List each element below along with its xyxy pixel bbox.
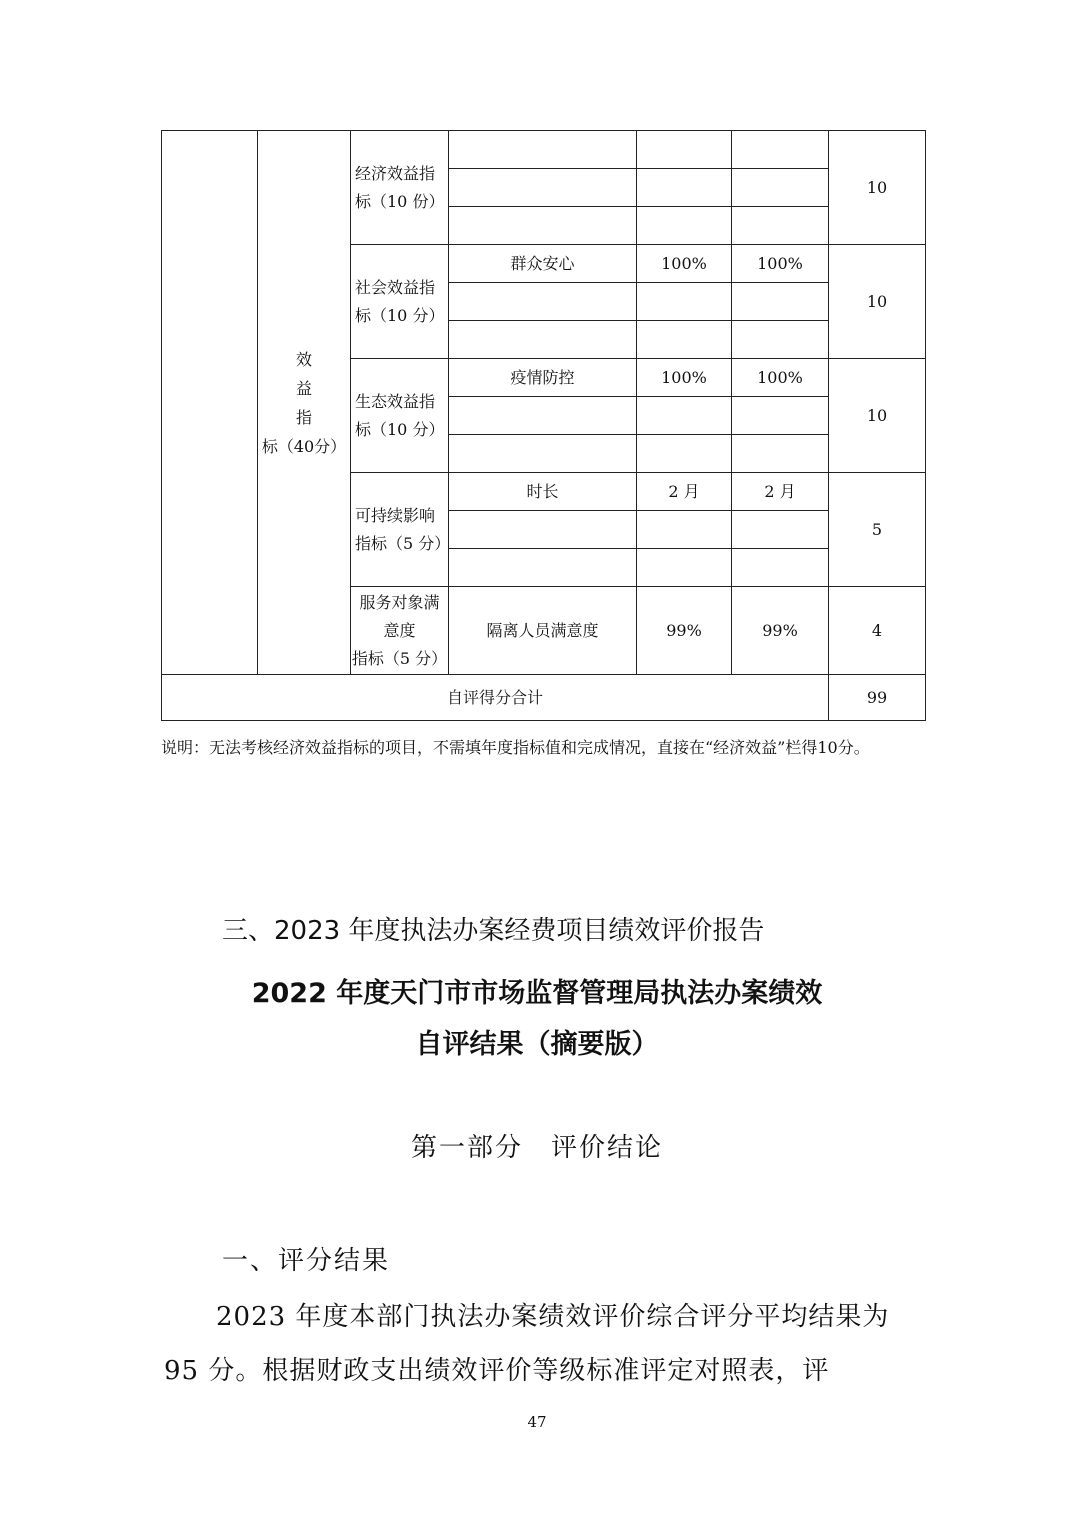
section-heading: 三、2023 年度执法办案经费项目绩效评价报告 bbox=[222, 916, 765, 946]
indicator-category-cell: 生态效益指 标（10 分） bbox=[351, 359, 449, 473]
target-value-cell: 2 月 bbox=[637, 473, 732, 511]
actual-value-cell bbox=[732, 435, 829, 473]
dimension-cell: 效 益 指 标（40分） bbox=[258, 131, 351, 675]
target-value-cell bbox=[637, 397, 732, 435]
target-value-cell: 100% bbox=[637, 245, 732, 283]
table-row bbox=[162, 131, 926, 169]
indicator-item-cell bbox=[449, 169, 637, 207]
target-value-cell bbox=[637, 549, 732, 587]
target-value-cell bbox=[637, 435, 732, 473]
target-value-cell: 99% bbox=[637, 587, 732, 675]
actual-value-cell bbox=[732, 283, 829, 321]
indicator-category-cell: 服务对象满 意度 指标（5 分） bbox=[351, 587, 449, 675]
indicator-item-cell bbox=[449, 435, 637, 473]
indicator-category-cell: 经济效益指 标（10 份） bbox=[351, 131, 449, 245]
document-title-line-1: 2022 年度天门市市场监督管理局执法办案绩效 bbox=[251, 978, 823, 1009]
sub-heading: 一、评分结果 bbox=[222, 1246, 391, 1276]
indicator-item-cell: 隔离人员满意度 bbox=[449, 587, 637, 675]
indicator-item-cell bbox=[449, 549, 637, 587]
score-cell: 10 bbox=[829, 245, 926, 359]
part-heading: 第一部分 评价结论 bbox=[410, 1133, 663, 1163]
target-value-cell bbox=[637, 511, 732, 549]
indicator-item-cell: 群众安心 bbox=[449, 245, 637, 283]
total-label-cell: 自评得分合计 bbox=[162, 675, 829, 721]
total-row bbox=[162, 675, 926, 721]
page-number: 47 bbox=[527, 1413, 547, 1431]
actual-value-cell: 100% bbox=[732, 245, 829, 283]
actual-value-cell bbox=[732, 207, 829, 245]
indicator-category-cell: 可持续影响 指标（5 分） bbox=[351, 473, 449, 587]
score-cell: 4 bbox=[829, 587, 926, 675]
actual-value-cell bbox=[732, 321, 829, 359]
indicator-category-cell: 社会效益指 标（10 分） bbox=[351, 245, 449, 359]
indicator-item-cell bbox=[449, 131, 637, 169]
target-value-cell bbox=[637, 207, 732, 245]
actual-value-cell: 100% bbox=[732, 359, 829, 397]
total-score-cell: 99 bbox=[829, 675, 926, 721]
actual-value-cell bbox=[732, 549, 829, 587]
target-value-cell bbox=[637, 131, 732, 169]
blank-first-column-cell bbox=[162, 131, 258, 675]
table-note: 说明：无法考核经济效益指标的项目，不需填年度指标值和完成情况，直接在“经济效益”栏得10分。 bbox=[161, 738, 870, 757]
target-value-cell: 100% bbox=[637, 359, 732, 397]
score-cell: 5 bbox=[829, 473, 926, 587]
target-value-cell bbox=[637, 321, 732, 359]
document-title-line-2: 自评结果（摘要版） bbox=[415, 1029, 659, 1060]
indicator-item-cell: 疫情防控 bbox=[449, 359, 637, 397]
indicator-item-cell bbox=[449, 511, 637, 549]
body-paragraph: 2023 年度本部门执法办案绩效评价综合评分平均结果为 95 分。根据财政支出绩效评价等级标准评定对照表，评 bbox=[164, 1302, 890, 1386]
indicator-item-cell bbox=[449, 283, 637, 321]
indicator-item-cell bbox=[449, 321, 637, 359]
score-cell: 10 bbox=[829, 131, 926, 245]
target-value-cell bbox=[637, 283, 732, 321]
actual-value-cell bbox=[732, 131, 829, 169]
indicator-item-cell bbox=[449, 207, 637, 245]
actual-value-cell: 99% bbox=[732, 587, 829, 675]
actual-value-cell bbox=[732, 511, 829, 549]
score-cell: 10 bbox=[829, 359, 926, 473]
indicator-item-cell: 时长 bbox=[449, 473, 637, 511]
actual-value-cell bbox=[732, 397, 829, 435]
target-value-cell bbox=[637, 169, 732, 207]
actual-value-cell bbox=[732, 169, 829, 207]
performance-table bbox=[161, 130, 926, 721]
indicator-item-cell bbox=[449, 397, 637, 435]
actual-value-cell: 2 月 bbox=[732, 473, 829, 511]
